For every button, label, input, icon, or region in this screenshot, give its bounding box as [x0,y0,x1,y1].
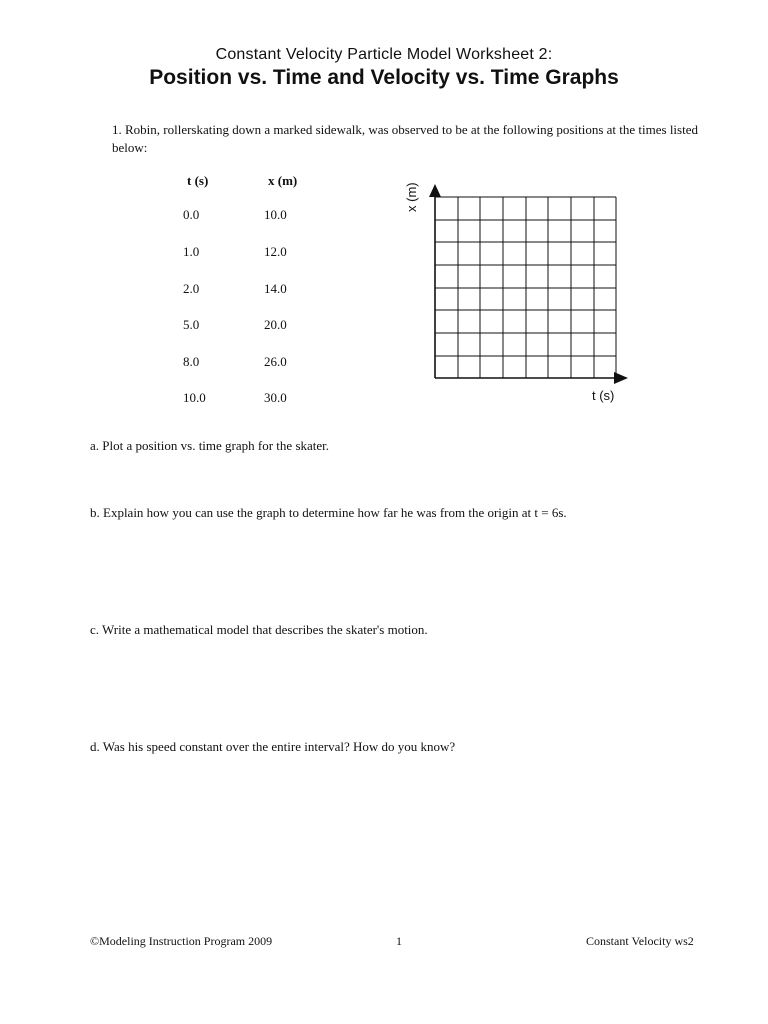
blank-graph-grid [400,180,640,410]
table-cell-position: 20.0 [264,317,287,332]
y-axis-label: x (m) [404,182,419,212]
table-cell-position: 30.0 [264,390,287,405]
table-cell-position: 26.0 [264,354,287,369]
table-cell-time: 5.0 [183,317,200,332]
table-header-time: t (s) [187,173,209,188]
table-cell-position: 12.0 [264,244,287,259]
worksheet-title: Position vs. Time and Velocity vs. Time Graphs [149,66,619,89]
table-cell-time: 1.0 [183,244,200,259]
problem-intro: 1. Robin, rollerskating down a marked sidewalk, was observed to be at the following positions at the times listed below: [112,122,698,155]
footer-document-id: Constant Velocity ws2 [586,934,694,948]
table-cell-time: 0.0 [183,207,200,222]
table-cell-position: 14.0 [264,281,287,296]
question-c: c. Write a mathematical model that describes the skater's motion. [90,622,428,637]
table-cell-time: 10.0 [183,390,206,405]
y-axis-arrow-icon [429,184,441,197]
footer-page-number: 1 [396,934,402,948]
worksheet-subtitle: Constant Velocity Particle Model Worksheet 2: [215,46,553,63]
table-cell-time: 8.0 [183,354,200,369]
grid-lines [435,197,616,378]
question-b: b. Explain how you can use the graph to determine how far he was from the origin at t = 6s. [90,505,567,520]
question-d: d. Was his speed constant over the entire interval? How do you know? [90,739,456,754]
table-cell-time: 2.0 [183,281,200,296]
table-cell-position: 10.0 [264,207,287,222]
table-header-position: x (m) [268,173,298,188]
question-a: a. Plot a position vs. time graph for the skater. [90,438,330,453]
x-axis-label: t (s) [592,388,615,403]
x-axis-arrow-icon [614,372,628,384]
footer-copyright: ©Modeling Instruction Program 2009 [90,934,273,948]
